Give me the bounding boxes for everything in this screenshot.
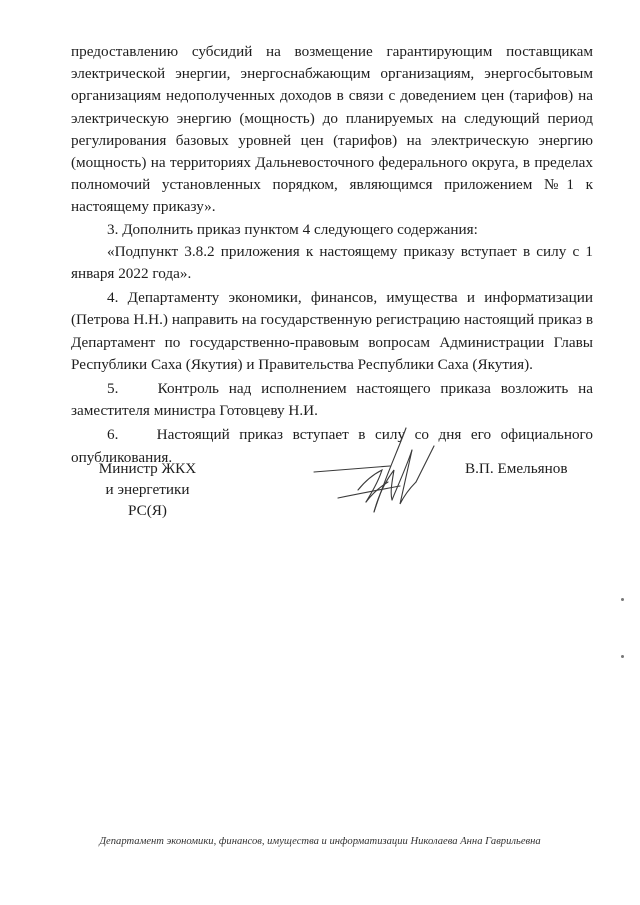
signatory-name: В.П. Емельянов [465, 460, 568, 477]
signatory-title [80, 458, 215, 521]
paragraph-item-3: 3. Дополнить приказ пунктом 4 следующего содержания: [107, 220, 478, 238]
scan-speck [621, 655, 624, 658]
handwritten-signature [308, 420, 448, 530]
executor-footer: Департамент экономики, финансов, имущества и информатизации Николаева Анна Гаврильевна [99, 836, 541, 847]
paragraph-item-5: 5. Контроль над исполнением настоящего приказа возложить на заместителя министра Готовцеву Н.И. [71, 380, 597, 420]
paragraph-continuation: предоставлению субсидий на возмещение гарантирующим поставщикам электрической энергии, энергоснабжающим организациям, энергосбытовым организациям недополученных доходов в связи с доведением цен (тарифов) на электрическую энергию (мощность) до планируемых на следующий период регулирования базовых уровней цен (тарифов) на электрическую энергию (мощность) на территориях Дальневосточного федерального округа, в пределах полномочий установленных порядком, являющимся приложением №1 к настоящему приказу». [71, 43, 593, 216]
signatory-title-line: РС(Я) [127, 502, 167, 519]
paragraph-item-3-quote: «Подпункт 3.8.2 приложения к настоящему приказу вступает в силу с 1 января 2022 года». [71, 242, 593, 283]
order-body [71, 41, 597, 469]
paragraph-item-6: 6. Настоящий приказ вступает в силу со дня его официального опубликования. [71, 426, 597, 466]
signatory-title-line: Министр ЖКХ [98, 460, 197, 477]
signatory-title-line: и энергетики [105, 481, 190, 498]
scan-speck [621, 598, 624, 601]
paragraph-item-4: 4. Департаменту экономики, финансов, имущества и информатизации (Петрова Н.Н.) направить на государственную регистрацию настоящий приказ в Департамент по государственно-правовым вопросам Администрации Главы Республики Саха (Якутия) и Правительства Республики Саха (Якутия). [71, 289, 593, 373]
